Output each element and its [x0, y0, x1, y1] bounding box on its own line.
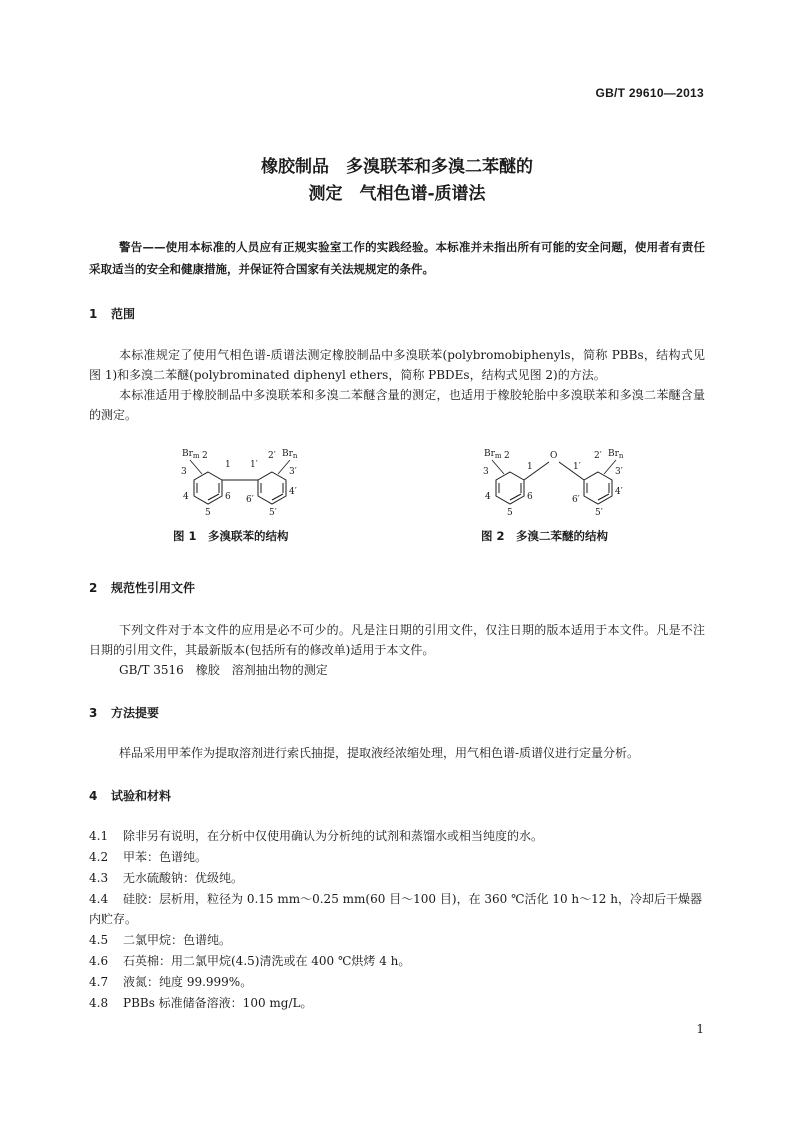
references-paragraph: 下列文件对于本文件的应用是必不可少的。凡是注日期的引用文件，仅注日期的版本适用于本文件。凡是不注日期的引用文件，其最新版本(包括所有的修改单)适用于本文件。: [89, 623, 705, 657]
position-label: 4′: [289, 487, 297, 497]
item-text: 甲苯：色谱纯。: [123, 850, 208, 864]
position-label: 3′: [615, 467, 623, 477]
standard-code: GB/T 29610—2013: [595, 86, 704, 100]
item-number: 4.6: [89, 954, 109, 968]
position-label: 6′: [246, 495, 254, 505]
benzene-ring-right: [258, 472, 286, 504]
section-title: 方法提要: [111, 706, 160, 720]
item-text: 液氮：纯度 99.999%。: [123, 975, 253, 989]
item-text: 除非另有说明，在分析中仅使用确认为分析纯的试剂和蒸馏水或相当纯度的水。: [123, 829, 544, 843]
section-number: 4: [89, 789, 98, 803]
benzene-ring-left: [194, 472, 222, 504]
position-label: 2: [504, 451, 510, 461]
item-text: 二氯甲烷：色谱纯。: [123, 933, 232, 947]
document-title-line2: 测定 气相色谱-质谱法: [308, 184, 486, 204]
position-label: 6′: [572, 495, 580, 505]
figure-1-caption: 图 1 多溴联苯的结构: [173, 529, 289, 543]
reference-item: GB/T 3516 橡胶 溶剂抽出物的测定: [119, 663, 328, 677]
oxygen-label: O: [550, 451, 558, 461]
benzene-ring-left: [496, 472, 524, 504]
section-title: 范围: [111, 307, 136, 321]
section-heading-materials: [89, 787, 171, 804]
position-label: 2′: [268, 451, 276, 461]
item-number: 4.3: [89, 871, 109, 885]
section-number: 1: [89, 307, 98, 321]
material-item: [89, 826, 705, 846]
material-item: [89, 930, 705, 950]
figure-2-structure: [472, 442, 642, 522]
section-title: 试验和材料: [111, 789, 172, 803]
benzene-ring-right: [584, 472, 612, 504]
bromine-label-right: $Br_n$: [282, 449, 298, 460]
position-label: 5: [507, 508, 513, 518]
scope-paragraph-2: 本标准适用于橡胶制品中多溴联苯和多溴二苯醚含量的测定，也适用于橡胶轮胎中多溴联苯和多溴二苯醚含量的测定。: [89, 388, 705, 422]
item-number: 4.2: [89, 850, 109, 864]
material-item: [89, 972, 705, 992]
item-number: 4.8: [89, 996, 109, 1010]
item-number: 4.5: [89, 933, 109, 947]
position-label: 4: [183, 492, 189, 502]
position-label: 6: [527, 492, 533, 502]
item-text: 石英棉：用二氯甲烷(4.5)清洗或在 400 ℃烘烤 4 h。: [123, 954, 411, 968]
material-item: [89, 993, 705, 1013]
position-label: 3: [483, 467, 489, 477]
position-label: 4′: [615, 487, 623, 497]
section-number: 2: [89, 581, 98, 595]
item-number: 4.4: [89, 892, 109, 906]
scope-paragraph-1: 本标准规定了使用气相色谱-质谱法测定橡胶制品中多溴联苯(polybromobiphenyls，简称 PBBs，结构式见图 1)和多溴二苯醚(polybrominated diphenyl ethers，简称 PBDEs，结构式见图 2)的方法。: [89, 348, 705, 382]
position-label: 5′: [595, 508, 603, 518]
figure-1-structure: [170, 442, 320, 522]
page-number: 1: [696, 1022, 704, 1036]
position-label: 3: [181, 467, 187, 477]
bromine-label-left: $Br_m$: [182, 449, 200, 460]
material-item: [89, 868, 705, 888]
figure-2-caption: 图 2 多溴二苯醚的结构: [481, 529, 609, 543]
position-label: 1: [225, 460, 231, 470]
position-label: 2′: [594, 451, 602, 461]
section-heading-scope: [89, 305, 135, 322]
bromine-label-left: $Br_m$: [484, 449, 502, 460]
position-label: 2: [202, 451, 208, 461]
material-item: [89, 889, 705, 929]
position-label: 1′: [573, 462, 581, 472]
item-text: PBBs 标准储备溶液：100 mg/L。: [123, 996, 313, 1010]
section-heading-method: [89, 704, 159, 721]
warning-paragraph: 警告——使用本标准的人员应有正规实验室工作的实践经验。本标准并未指出所有可能的安全问题，使用者有责任采取适当的安全和健康措施，并保证符合国家有关法规规定的条件。: [89, 240, 705, 276]
item-number: 4.1: [89, 829, 109, 843]
position-label: 4: [485, 492, 491, 502]
material-item: [89, 951, 705, 971]
bromine-label-right: $Br_n$: [608, 449, 624, 460]
section-heading-references: [89, 579, 195, 596]
item-text: 硅胶：层析用，粒径为 0.15 mm～0.25 mm(60 目～100 目)，在 360 ℃活化 10 h～12 h，冷却后干燥器内贮存。: [89, 892, 702, 926]
position-label: 5′: [269, 508, 277, 518]
position-label: 6: [225, 492, 231, 502]
position-label: 1′: [250, 460, 258, 470]
section-title: 规范性引用文件: [111, 581, 196, 595]
document-title-line1: 橡胶制品 多溴联苯和多溴二苯醚的: [261, 157, 533, 177]
position-label: 3′: [289, 467, 297, 477]
position-label: 5: [205, 508, 211, 518]
section-number: 3: [89, 706, 98, 720]
material-item: [89, 847, 705, 867]
item-number: 4.7: [89, 975, 109, 989]
position-label: 1: [527, 462, 533, 472]
item-text: 无水硫酸钠：优级纯。: [123, 871, 244, 885]
method-paragraph: 样品采用甲苯作为提取溶剂进行索氏抽提，提取液经浓缩处理，用气相色谱-质谱仪进行定量分析。: [119, 746, 640, 760]
